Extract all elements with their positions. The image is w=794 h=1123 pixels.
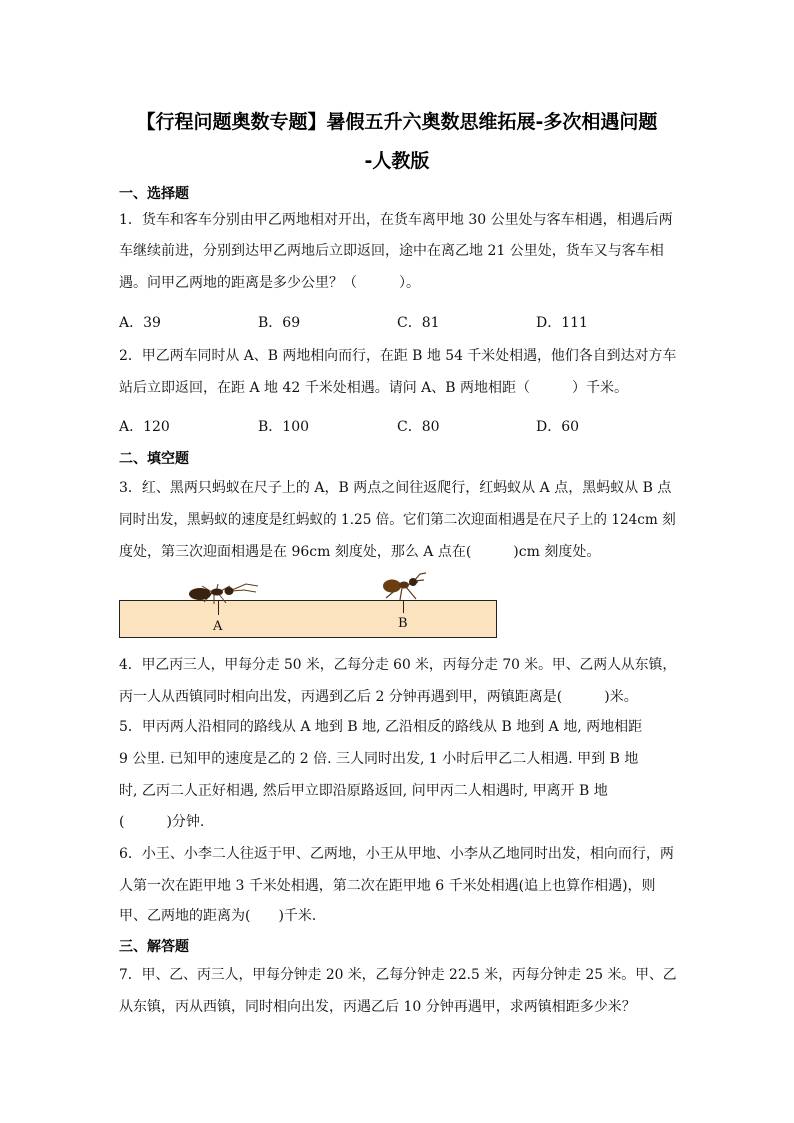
- point-a-label: A: [213, 619, 223, 634]
- q1-option-c[interactable]: C．81: [397, 315, 440, 331]
- q2-line-2: 站后立即返回，在距 A 地 42 千米处相遇。请问 A、B 两地相距（ ）千米。: [119, 380, 629, 396]
- q2-option-d[interactable]: D．60: [536, 419, 580, 435]
- q2-option-b[interactable]: B．100: [258, 419, 310, 435]
- q2-option-a[interactable]: A．120: [119, 419, 170, 435]
- q3-line-1: 3．红、黑两只蚂蚁在尺子上的 A，B 两点之间往返爬行，红蚂蚁从 A 点，黑蚂蚁从 B 点: [119, 480, 672, 496]
- black-ant-illustration: [378, 572, 428, 602]
- q7-line-2: 从东镇，丙从西镇，同时相向出发，丙遇乙后 10 分钟再遇甲，求两镇相距多少米？: [119, 999, 636, 1015]
- red-ant-illustration: [186, 580, 260, 606]
- section-solve-heading: 三、解答题: [119, 939, 189, 955]
- q1-line-1: 1．货车和客车分别由甲乙两地相对开出，在货车离甲地 30 公里处与客车相遇，相遇后两: [119, 212, 673, 228]
- q4-line-1: 4．甲乙丙三人，甲每分走 50 米，乙每分走 60 米，丙每分走 70 米。甲、乙两人从东镇，: [119, 657, 677, 673]
- q1-option-b[interactable]: B．69: [258, 315, 301, 331]
- doc-title-line2: -人教版: [364, 150, 430, 172]
- q1-line-2: 车继续前进，分别到达甲乙两地后立即返回，途中在离乙地 21 公里处，货车又与客车相: [119, 243, 664, 259]
- section-fill-heading: 二、填空题: [119, 451, 189, 467]
- q5-line-2: 9 公里. 已知甲的速度是乙的 2 倍. 三人同时出发, 1 小时后甲乙二人相遇. 甲到 B 地: [119, 751, 639, 767]
- q7-line-1: 7．甲、乙、丙三人，甲每分钟走 20 米，乙每分钟走 22.5 米，丙每分钟走 25 米。甲、乙: [119, 967, 677, 983]
- q3-line-2: 同时出发，黑蚂蚁的速度是红蚂蚁的 1.25 倍。它们第二次迎面相遇是在尺子上的 124cm 刻: [119, 512, 676, 528]
- q3-line-3: 度处，第三次迎面相遇是在 96cm 刻度处，那么 A 点在( )cm 刻度处。: [119, 544, 601, 560]
- q2-line-1: 2．甲乙两车同时从 A、B 两地相向而行，在距 B 地 54 千米处相遇，他们各自到达对方车: [119, 348, 677, 364]
- point-b-label: B: [398, 616, 408, 631]
- q6-line-1: 6．小王、小李二人往返于甲、乙两地，小王从甲地、小李从乙地同时出发，相向而行，两: [119, 846, 674, 862]
- point-b-tick: [403, 601, 404, 613]
- section-choice-heading: 一、选择题: [119, 186, 189, 202]
- q1-option-d[interactable]: D．111: [536, 315, 588, 331]
- q6-line-3: 甲、乙两地的距离为( )千米．: [119, 908, 326, 924]
- q1-option-a[interactable]: A．39: [119, 315, 161, 331]
- q5-line-4: ( )分钟.: [119, 814, 205, 830]
- q5-line-3: 时, 乙丙二人正好相遇, 然后甲立即沿原路返回, 问甲丙二人相遇时, 甲离开 B 地: [119, 783, 608, 799]
- q4-line-2: 丙一人从西镇同时相向出发，丙遇到乙后 2 分钟再遇到甲，两镇距离是( )米。: [119, 689, 638, 705]
- ruler-figure: [119, 600, 497, 638]
- q6-line-2: 人第一次在距甲地 3 千米处相遇，第二次在距甲地 6 千米处相遇(追上也算作相遇)，则: [119, 878, 656, 894]
- q5-line-1: 5．甲丙两人沿相同的路线从 A 地到 B 地, 乙沿相反的路线从 B 地到 A 地, 两地相距: [119, 719, 643, 735]
- doc-title-line1: 【行程问题奥数专题】暑假五升六奥数思维拓展-多次相遇问题: [136, 111, 658, 133]
- q1-line-3: 遇。问甲乙两地的距离是多少公里？（ ）。: [119, 275, 420, 291]
- q2-option-c[interactable]: C．80: [397, 419, 440, 435]
